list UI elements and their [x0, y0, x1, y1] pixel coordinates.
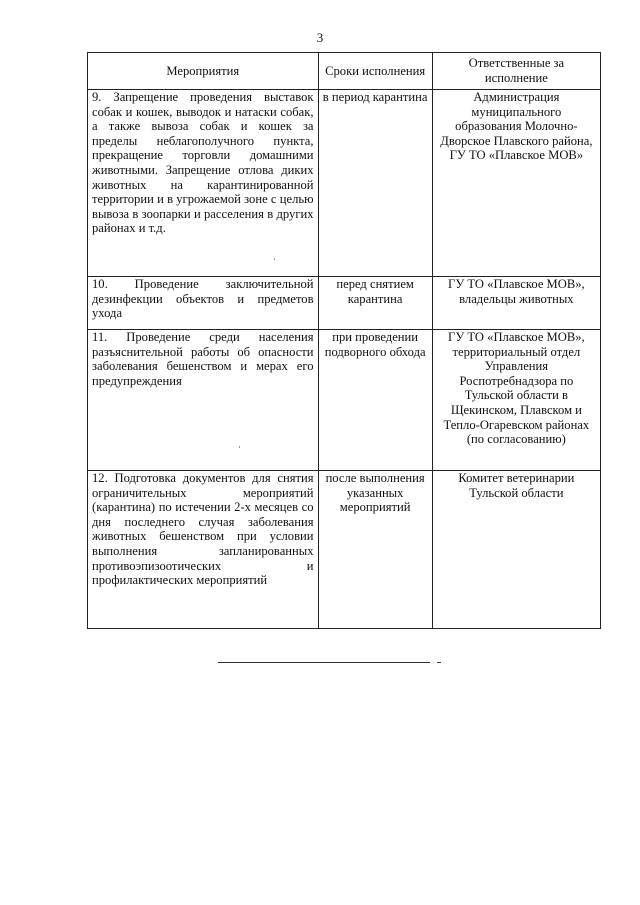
deadline-cell: после выполнения указанных мероприятий	[318, 471, 432, 629]
deadline-cell: в период карантина	[318, 90, 432, 277]
table-row	[88, 330, 601, 471]
closing-rule-dash	[437, 662, 441, 663]
deadline-cell: перед снятием карантина	[318, 277, 432, 330]
responsible-cell: ГУ ТО «Плавское МОВ», территориальный отдел Управления Роспотребнадзора по Тульской области в Щекинском, Плавском и Тепло-Огаревском районах (по согласованию)	[432, 330, 600, 471]
deadline-cell: при проведении подворного обхода	[318, 330, 432, 471]
header-measures: Мероприятия	[88, 53, 319, 90]
closing-rule	[218, 662, 430, 663]
measure-cell: 10. Проведение заключительной дезинфекции объектов и предметов ухода	[88, 277, 319, 330]
table-row	[88, 277, 601, 330]
responsible-cell: ГУ ТО «Плавское МОВ», владельцы животных	[432, 277, 600, 330]
scan-speck	[239, 446, 240, 448]
measures-table	[87, 52, 601, 629]
table-row	[88, 471, 601, 629]
responsible-cell: Комитет ветеринарии Тульской области	[432, 471, 600, 629]
measure-cell: 11. Проведение среди населения разъяснительной работы об опасности заболевания бешенством и мерах его предупреждения	[88, 330, 319, 471]
measure-cell: 12. Подготовка документов для снятия ограничительных мероприятий (карантина) по истечении 2-х месяцев со дня последнего случая заболевания животных бешенством при условии выполнения запланированных противоэпизоотических и профилактических мероприятий	[88, 471, 319, 629]
header-deadlines: Сроки исполнения	[318, 53, 432, 90]
table-header-row	[88, 53, 601, 90]
table-row	[88, 90, 601, 277]
page-number: 3	[316, 30, 324, 45]
scan-speck	[274, 258, 275, 260]
measure-cell: 9. Запрещение проведения выставок собак и кошек, выводок и натаски собак, а также вывоза собак и кошек за пределы неблагополучного пункта, прекращение торговли домашними животными. Запрещение отлова диких животных на карантинированной территории и в угрожаемой зоне с целью вывоза в зоопарки и расселения в других районах и т.д.	[88, 90, 319, 277]
header-responsible: Ответственные за исполнение	[432, 53, 600, 90]
responsible-cell: Администрация муниципального образования Молочно-Дворское Плавского района, ГУ ТО «Плавское МОВ»	[432, 90, 600, 277]
